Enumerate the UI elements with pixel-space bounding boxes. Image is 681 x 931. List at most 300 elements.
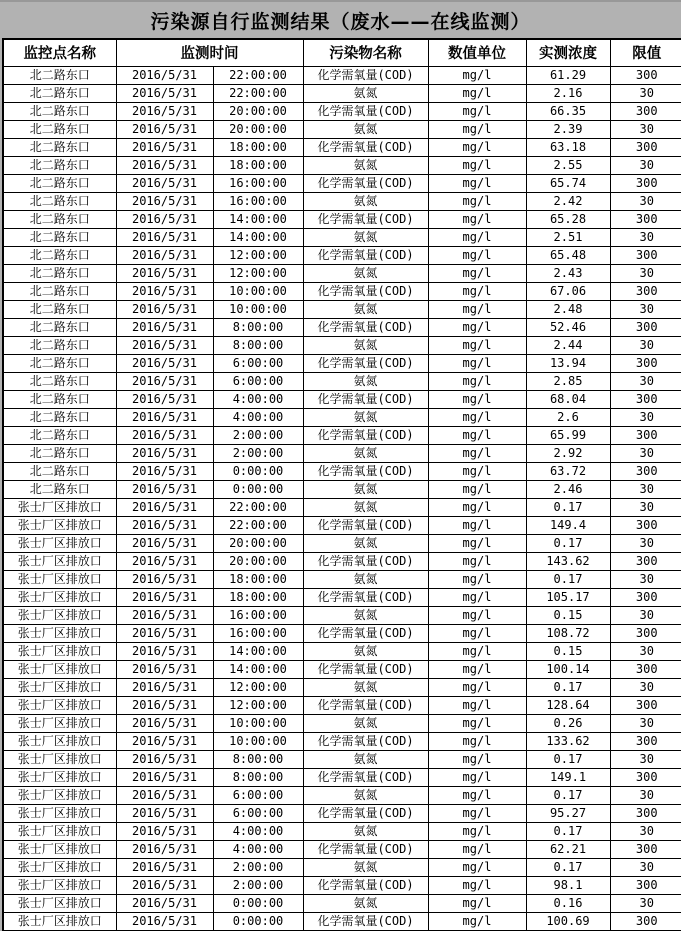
date-cell: 2016/5/31	[116, 678, 213, 696]
time-cell: 22:00:00	[213, 84, 303, 102]
title-bar	[0, 2, 681, 38]
table-row	[3, 624, 681, 642]
time-cell: 12:00:00	[213, 264, 303, 282]
value-cell: 2.55	[526, 156, 610, 174]
unit-cell: mg/l	[428, 246, 526, 264]
date-cell: 2016/5/31	[116, 840, 213, 858]
date-cell: 2016/5/31	[116, 408, 213, 426]
value-cell: 128.64	[526, 696, 610, 714]
time-cell: 16:00:00	[213, 624, 303, 642]
table-row	[3, 210, 681, 228]
pollutant-cell: 化学需氧量(COD)	[303, 174, 428, 192]
unit-cell: mg/l	[428, 912, 526, 931]
time-cell: 12:00:00	[213, 246, 303, 264]
limit-cell: 30	[610, 372, 681, 390]
table-row	[3, 84, 681, 102]
unit-cell: mg/l	[428, 462, 526, 480]
value-cell: 95.27	[526, 804, 610, 822]
table-row	[3, 318, 681, 336]
value-cell: 63.72	[526, 462, 610, 480]
unit-cell: mg/l	[428, 588, 526, 606]
pollutant-cell: 化学需氧量(COD)	[303, 804, 428, 822]
table-row	[3, 696, 681, 714]
limit-cell: 30	[610, 606, 681, 624]
value-cell: 0.17	[526, 822, 610, 840]
header-time: 监测时间	[116, 39, 303, 66]
limit-cell: 300	[610, 840, 681, 858]
site-cell: 北二路东口	[3, 156, 116, 174]
site-cell: 张士厂区排放口	[3, 534, 116, 552]
limit-cell: 30	[610, 678, 681, 696]
date-cell: 2016/5/31	[116, 426, 213, 444]
limit-cell: 30	[610, 570, 681, 588]
pollutant-cell: 化学需氧量(COD)	[303, 660, 428, 678]
date-cell: 2016/5/31	[116, 444, 213, 462]
table-row	[3, 768, 681, 786]
limit-cell: 30	[610, 534, 681, 552]
table-row	[3, 462, 681, 480]
value-cell: 0.16	[526, 894, 610, 912]
value-cell: 0.17	[526, 534, 610, 552]
time-cell: 18:00:00	[213, 588, 303, 606]
time-cell: 20:00:00	[213, 102, 303, 120]
unit-cell: mg/l	[428, 390, 526, 408]
limit-cell: 30	[610, 642, 681, 660]
pollutant-cell: 化学需氧量(COD)	[303, 462, 428, 480]
unit-cell: mg/l	[428, 840, 526, 858]
site-cell: 北二路东口	[3, 264, 116, 282]
time-cell: 6:00:00	[213, 354, 303, 372]
date-cell: 2016/5/31	[116, 120, 213, 138]
site-cell: 张士厂区排放口	[3, 714, 116, 732]
date-cell: 2016/5/31	[116, 300, 213, 318]
time-cell: 8:00:00	[213, 750, 303, 768]
value-cell: 0.17	[526, 498, 610, 516]
date-cell: 2016/5/31	[116, 732, 213, 750]
table-row	[3, 642, 681, 660]
limit-cell: 300	[610, 876, 681, 894]
pollutant-cell: 氨氮	[303, 534, 428, 552]
site-cell: 北二路东口	[3, 120, 116, 138]
time-cell: 20:00:00	[213, 534, 303, 552]
value-cell: 62.21	[526, 840, 610, 858]
date-cell: 2016/5/31	[116, 66, 213, 84]
unit-cell: mg/l	[428, 516, 526, 534]
table-row	[3, 444, 681, 462]
time-cell: 18:00:00	[213, 156, 303, 174]
table-row	[3, 120, 681, 138]
limit-cell: 300	[610, 696, 681, 714]
time-cell: 2:00:00	[213, 876, 303, 894]
time-cell: 6:00:00	[213, 786, 303, 804]
date-cell: 2016/5/31	[116, 156, 213, 174]
value-cell: 149.1	[526, 768, 610, 786]
value-cell: 0.15	[526, 606, 610, 624]
value-cell: 0.17	[526, 858, 610, 876]
value-cell: 2.39	[526, 120, 610, 138]
unit-cell: mg/l	[428, 678, 526, 696]
unit-cell: mg/l	[428, 120, 526, 138]
pollutant-cell: 化学需氧量(COD)	[303, 588, 428, 606]
value-cell: 149.4	[526, 516, 610, 534]
limit-cell: 30	[610, 84, 681, 102]
limit-cell: 30	[610, 156, 681, 174]
pollutant-cell: 氨氮	[303, 300, 428, 318]
date-cell: 2016/5/31	[116, 570, 213, 588]
header-site: 监控点名称	[3, 39, 116, 66]
pollutant-cell: 化学需氧量(COD)	[303, 390, 428, 408]
site-cell: 张士厂区排放口	[3, 606, 116, 624]
unit-cell: mg/l	[428, 498, 526, 516]
site-cell: 张士厂区排放口	[3, 552, 116, 570]
value-cell: 0.26	[526, 714, 610, 732]
value-cell: 68.04	[526, 390, 610, 408]
time-cell: 12:00:00	[213, 678, 303, 696]
table-row	[3, 876, 681, 894]
limit-cell: 300	[610, 318, 681, 336]
unit-cell: mg/l	[428, 138, 526, 156]
site-cell: 北二路东口	[3, 84, 116, 102]
unit-cell: mg/l	[428, 336, 526, 354]
table-row	[3, 408, 681, 426]
value-cell: 61.29	[526, 66, 610, 84]
pollutant-cell: 化学需氧量(COD)	[303, 138, 428, 156]
unit-cell: mg/l	[428, 408, 526, 426]
value-cell: 108.72	[526, 624, 610, 642]
table-body	[3, 66, 681, 931]
site-cell: 北二路东口	[3, 192, 116, 210]
site-cell: 北二路东口	[3, 462, 116, 480]
pollutant-cell: 化学需氧量(COD)	[303, 354, 428, 372]
site-cell: 北二路东口	[3, 228, 116, 246]
header-pollutant: 污染物名称	[303, 39, 428, 66]
pollutant-cell: 氨氮	[303, 264, 428, 282]
site-cell: 北二路东口	[3, 480, 116, 498]
table-row	[3, 498, 681, 516]
table-row	[3, 678, 681, 696]
time-cell: 14:00:00	[213, 642, 303, 660]
site-cell: 张士厂区排放口	[3, 516, 116, 534]
pollutant-cell: 氨氮	[303, 678, 428, 696]
unit-cell: mg/l	[428, 282, 526, 300]
value-cell: 2.92	[526, 444, 610, 462]
value-cell: 52.46	[526, 318, 610, 336]
limit-cell: 300	[610, 102, 681, 120]
pollutant-cell: 化学需氧量(COD)	[303, 102, 428, 120]
site-cell: 张士厂区排放口	[3, 768, 116, 786]
time-cell: 12:00:00	[213, 696, 303, 714]
pollutant-cell: 化学需氧量(COD)	[303, 282, 428, 300]
unit-cell: mg/l	[428, 696, 526, 714]
pollutant-cell: 氨氮	[303, 822, 428, 840]
unit-cell: mg/l	[428, 444, 526, 462]
limit-cell: 300	[610, 282, 681, 300]
limit-cell: 300	[610, 912, 681, 931]
value-cell: 2.51	[526, 228, 610, 246]
site-cell: 北二路东口	[3, 408, 116, 426]
table-row	[3, 822, 681, 840]
date-cell: 2016/5/31	[116, 318, 213, 336]
site-cell: 北二路东口	[3, 102, 116, 120]
unit-cell: mg/l	[428, 642, 526, 660]
table-row	[3, 192, 681, 210]
date-cell: 2016/5/31	[116, 264, 213, 282]
limit-cell: 30	[610, 894, 681, 912]
limit-cell: 30	[610, 300, 681, 318]
site-cell: 北二路东口	[3, 246, 116, 264]
value-cell: 66.35	[526, 102, 610, 120]
unit-cell: mg/l	[428, 804, 526, 822]
table-row	[3, 516, 681, 534]
pollutant-cell: 化学需氧量(COD)	[303, 246, 428, 264]
pollutant-cell: 氨氮	[303, 444, 428, 462]
table-row	[3, 480, 681, 498]
time-cell: 6:00:00	[213, 372, 303, 390]
pollutant-cell: 氨氮	[303, 372, 428, 390]
value-cell: 2.16	[526, 84, 610, 102]
site-cell: 北二路东口	[3, 66, 116, 84]
unit-cell: mg/l	[428, 624, 526, 642]
site-cell: 张士厂区排放口	[3, 858, 116, 876]
time-cell: 6:00:00	[213, 804, 303, 822]
date-cell: 2016/5/31	[116, 516, 213, 534]
date-cell: 2016/5/31	[116, 606, 213, 624]
value-cell: 2.48	[526, 300, 610, 318]
limit-cell: 30	[610, 786, 681, 804]
date-cell: 2016/5/31	[116, 894, 213, 912]
site-cell: 北二路东口	[3, 300, 116, 318]
date-cell: 2016/5/31	[116, 750, 213, 768]
date-cell: 2016/5/31	[116, 84, 213, 102]
pollutant-cell: 氨氮	[303, 336, 428, 354]
pollutant-cell: 氨氮	[303, 498, 428, 516]
pollutant-cell: 氨氮	[303, 786, 428, 804]
unit-cell: mg/l	[428, 480, 526, 498]
site-cell: 北二路东口	[3, 354, 116, 372]
site-cell: 张士厂区排放口	[3, 804, 116, 822]
limit-cell: 300	[610, 246, 681, 264]
time-cell: 0:00:00	[213, 462, 303, 480]
unit-cell: mg/l	[428, 660, 526, 678]
site-cell: 北二路东口	[3, 138, 116, 156]
limit-cell: 300	[610, 66, 681, 84]
time-cell: 20:00:00	[213, 120, 303, 138]
value-cell: 0.17	[526, 750, 610, 768]
pollutant-cell: 化学需氧量(COD)	[303, 876, 428, 894]
unit-cell: mg/l	[428, 750, 526, 768]
table-row	[3, 354, 681, 372]
date-cell: 2016/5/31	[116, 714, 213, 732]
site-cell: 张士厂区排放口	[3, 822, 116, 840]
unit-cell: mg/l	[428, 732, 526, 750]
date-cell: 2016/5/31	[116, 624, 213, 642]
value-cell: 2.46	[526, 480, 610, 498]
site-cell: 张士厂区排放口	[3, 678, 116, 696]
value-cell: 63.18	[526, 138, 610, 156]
pollutant-cell: 化学需氧量(COD)	[303, 318, 428, 336]
date-cell: 2016/5/31	[116, 210, 213, 228]
date-cell: 2016/5/31	[116, 768, 213, 786]
limit-cell: 300	[610, 588, 681, 606]
table-row	[3, 228, 681, 246]
site-cell: 北二路东口	[3, 390, 116, 408]
value-cell: 65.48	[526, 246, 610, 264]
table-row	[3, 336, 681, 354]
unit-cell: mg/l	[428, 192, 526, 210]
table-row	[3, 912, 681, 931]
value-cell: 2.42	[526, 192, 610, 210]
pollutant-cell: 化学需氧量(COD)	[303, 696, 428, 714]
limit-cell: 300	[610, 390, 681, 408]
date-cell: 2016/5/31	[116, 462, 213, 480]
site-cell: 北二路东口	[3, 174, 116, 192]
date-cell: 2016/5/31	[116, 282, 213, 300]
time-cell: 0:00:00	[213, 912, 303, 931]
table-row	[3, 894, 681, 912]
site-cell: 北二路东口	[3, 444, 116, 462]
pollutant-cell: 化学需氧量(COD)	[303, 426, 428, 444]
pollutant-cell: 氨氮	[303, 120, 428, 138]
pollutant-cell: 氨氮	[303, 894, 428, 912]
limit-cell: 300	[610, 426, 681, 444]
date-cell: 2016/5/31	[116, 552, 213, 570]
pollutant-cell: 氨氮	[303, 408, 428, 426]
table-row	[3, 102, 681, 120]
table-row	[3, 534, 681, 552]
site-cell: 张士厂区排放口	[3, 660, 116, 678]
pollutant-cell: 氨氮	[303, 480, 428, 498]
time-cell: 14:00:00	[213, 228, 303, 246]
time-cell: 20:00:00	[213, 552, 303, 570]
unit-cell: mg/l	[428, 606, 526, 624]
table-row	[3, 426, 681, 444]
date-cell: 2016/5/31	[116, 660, 213, 678]
pollutant-cell: 化学需氧量(COD)	[303, 66, 428, 84]
pollutant-cell: 氨氮	[303, 642, 428, 660]
time-cell: 10:00:00	[213, 714, 303, 732]
table-row	[3, 246, 681, 264]
limit-cell: 300	[610, 210, 681, 228]
header-unit: 数值单位	[428, 39, 526, 66]
date-cell: 2016/5/31	[116, 480, 213, 498]
date-cell: 2016/5/31	[116, 228, 213, 246]
header-measured-value: 实测浓度	[526, 39, 610, 66]
table-row	[3, 660, 681, 678]
table-row	[3, 732, 681, 750]
time-cell: 14:00:00	[213, 210, 303, 228]
limit-cell: 300	[610, 174, 681, 192]
date-cell: 2016/5/31	[116, 858, 213, 876]
value-cell: 133.62	[526, 732, 610, 750]
value-cell: 100.14	[526, 660, 610, 678]
date-cell: 2016/5/31	[116, 498, 213, 516]
time-cell: 2:00:00	[213, 426, 303, 444]
time-cell: 2:00:00	[213, 858, 303, 876]
site-cell: 北二路东口	[3, 210, 116, 228]
time-cell: 0:00:00	[213, 480, 303, 498]
date-cell: 2016/5/31	[116, 876, 213, 894]
table-row	[3, 372, 681, 390]
unit-cell: mg/l	[428, 876, 526, 894]
value-cell: 2.85	[526, 372, 610, 390]
site-cell: 张士厂区排放口	[3, 570, 116, 588]
limit-cell: 300	[610, 138, 681, 156]
table-row	[3, 300, 681, 318]
value-cell: 0.17	[526, 570, 610, 588]
value-cell: 2.43	[526, 264, 610, 282]
unit-cell: mg/l	[428, 354, 526, 372]
table-row	[3, 570, 681, 588]
pollutant-cell: 氨氮	[303, 714, 428, 732]
time-cell: 10:00:00	[213, 282, 303, 300]
limit-cell: 30	[610, 480, 681, 498]
value-cell: 105.17	[526, 588, 610, 606]
limit-cell: 30	[610, 336, 681, 354]
table-row	[3, 858, 681, 876]
pollutant-cell: 氨氮	[303, 192, 428, 210]
value-cell: 65.99	[526, 426, 610, 444]
time-cell: 2:00:00	[213, 444, 303, 462]
site-cell: 张士厂区排放口	[3, 750, 116, 768]
date-cell: 2016/5/31	[116, 534, 213, 552]
time-cell: 4:00:00	[213, 822, 303, 840]
unit-cell: mg/l	[428, 66, 526, 84]
pollutant-cell: 化学需氧量(COD)	[303, 840, 428, 858]
table-row	[3, 264, 681, 282]
site-cell: 北二路东口	[3, 372, 116, 390]
site-cell: 张士厂区排放口	[3, 786, 116, 804]
limit-cell: 30	[610, 822, 681, 840]
date-cell: 2016/5/31	[116, 246, 213, 264]
header-row	[3, 39, 681, 66]
time-cell: 0:00:00	[213, 894, 303, 912]
table-row	[3, 156, 681, 174]
unit-cell: mg/l	[428, 534, 526, 552]
time-cell: 4:00:00	[213, 840, 303, 858]
unit-cell: mg/l	[428, 786, 526, 804]
table-row	[3, 588, 681, 606]
date-cell: 2016/5/31	[116, 174, 213, 192]
value-cell: 0.17	[526, 678, 610, 696]
date-cell: 2016/5/31	[116, 786, 213, 804]
limit-cell: 300	[610, 804, 681, 822]
site-cell: 张士厂区排放口	[3, 912, 116, 931]
value-cell: 65.74	[526, 174, 610, 192]
time-cell: 18:00:00	[213, 570, 303, 588]
site-cell: 张士厂区排放口	[3, 876, 116, 894]
table-row	[3, 174, 681, 192]
pollutant-cell: 化学需氧量(COD)	[303, 912, 428, 931]
unit-cell: mg/l	[428, 426, 526, 444]
site-cell: 张士厂区排放口	[3, 894, 116, 912]
date-cell: 2016/5/31	[116, 804, 213, 822]
unit-cell: mg/l	[428, 210, 526, 228]
site-cell: 张士厂区排放口	[3, 840, 116, 858]
table-row	[3, 390, 681, 408]
pollutant-cell: 化学需氧量(COD)	[303, 552, 428, 570]
unit-cell: mg/l	[428, 768, 526, 786]
date-cell: 2016/5/31	[116, 390, 213, 408]
date-cell: 2016/5/31	[116, 372, 213, 390]
time-cell: 22:00:00	[213, 516, 303, 534]
pollutant-cell: 化学需氧量(COD)	[303, 516, 428, 534]
table-header	[3, 39, 681, 66]
pollutant-cell: 化学需氧量(COD)	[303, 732, 428, 750]
value-cell: 0.17	[526, 786, 610, 804]
limit-cell: 30	[610, 408, 681, 426]
table-row	[3, 282, 681, 300]
limit-cell: 300	[610, 768, 681, 786]
